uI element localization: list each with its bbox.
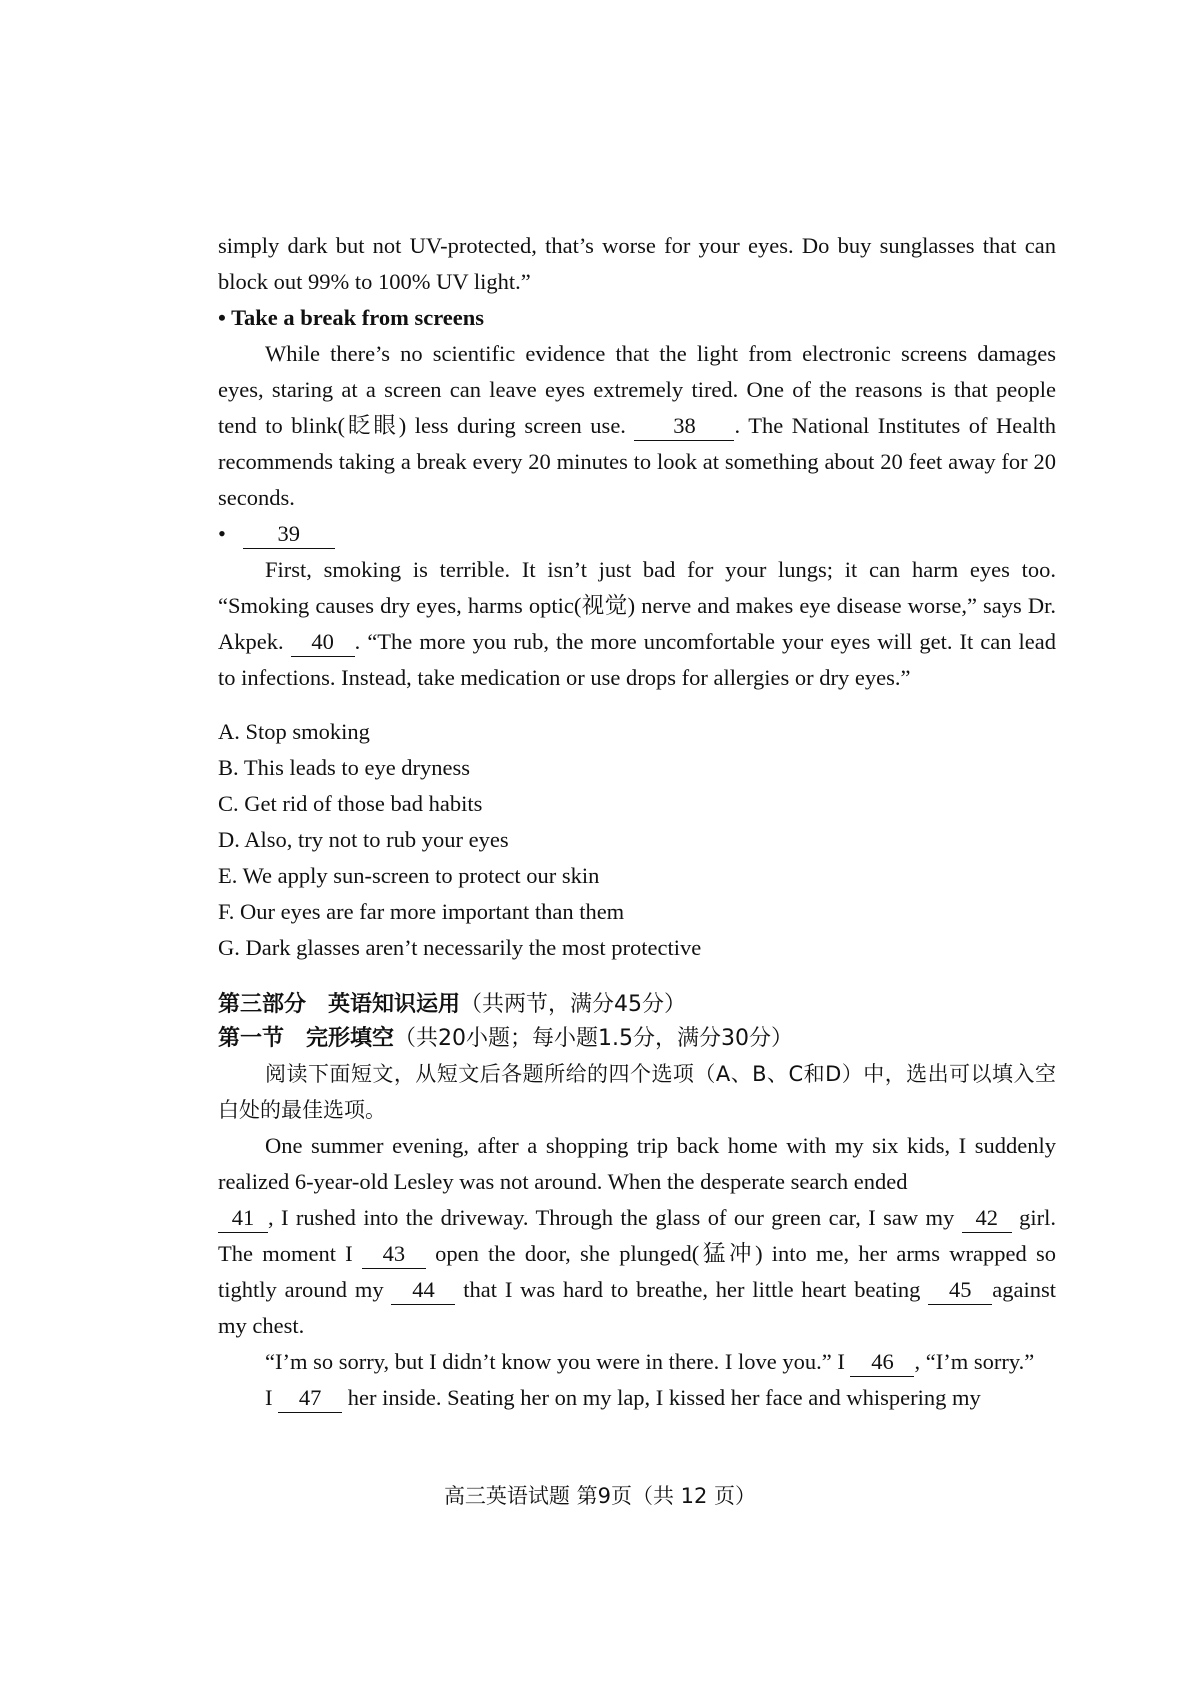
paragraph-text: that I was hard to breathe, her little heart beating <box>455 1277 929 1302</box>
paragraph-text: against my chest. <box>218 1277 1056 1338</box>
bullet-dot: • <box>218 521 226 546</box>
part3-title <box>218 988 1056 1022</box>
option-c: C. Get rid of those bad habits <box>218 791 483 816</box>
option-b: B. This leads to eye dryness <box>218 755 471 780</box>
paragraph-text: “I’m so sorry, but I didn’t know you were in there. I love you.” I <box>265 1349 851 1374</box>
blank-43: 43 <box>362 1240 426 1269</box>
blank-47: 47 <box>278 1384 342 1413</box>
blank-44: 44 <box>391 1276 455 1305</box>
blank-42: 42 <box>962 1204 1012 1233</box>
option-e: E. We apply sun-screen to protect our skin <box>218 863 600 888</box>
cloze-paragraph-2 <box>218 1344 1056 1380</box>
paragraph-text: One summer evening, after a shopping trip back home with my six kids, I suddenly realized 6-year-old Lesley was not around. When the desperate search ended <box>218 1133 1056 1194</box>
cloze-instructions: 阅读下面短文，从短文后各题所给的四个选项（A、B、C和D）中，选出可以填入空白处的最佳选项。 <box>218 1062 1056 1122</box>
option-f: F. Our eyes are far more important than them <box>218 899 625 924</box>
blank-39: 39 <box>243 520 335 549</box>
cloze-paragraph-1 <box>218 1128 1056 1344</box>
paragraph-text: First, smoking is terrible. It isn’t just bad for your lungs; it can harm eyes too. “Smoking causes dry eyes, harms optic(视觉) nerve and makes eye disease worse,” says Dr. Akpek. <box>218 557 1056 654</box>
blank-46: 46 <box>850 1348 914 1377</box>
paragraph-text: girl. The moment I <box>218 1205 1056 1266</box>
paragraph-screens <box>218 336 1056 516</box>
part3-title-sub: （共两节，满分45分） <box>460 992 687 1017</box>
paragraph-text: simply dark but not UV-protected, that’s worse for your eyes. Do buy sunglasses that can block out 99% to 100% UV light.” <box>218 233 1056 294</box>
cloze-paragraph-3 <box>218 1380 1056 1416</box>
paragraph-text: While there’s no scientific evidence that the light from electronic screens damages eyes, staring at a screen can leave eyes extremely tired. One of the reasons is that people tend to blink(眨眼) less during screen use. <box>218 341 1056 438</box>
section1-title <box>218 1022 1056 1056</box>
page-footer: 高三英语试题 第9页（共 12 页） <box>443 1484 757 1508</box>
paragraph-text: I <box>265 1385 279 1410</box>
paragraph-text: open the door, she plunged(猛冲) into me, her arms wrapped so tightly around my <box>218 1241 1056 1302</box>
heading-take-a-break: • Take a break from screens <box>218 305 485 330</box>
blank-38: 38 <box>634 412 734 441</box>
option-a: A. Stop smoking <box>218 719 370 744</box>
section1-title-sub: （共20小题；每小题1.5分，满分30分） <box>394 1026 793 1051</box>
option-g: G. Dark glasses aren’t necessarily the most protective <box>218 935 702 960</box>
paragraph-text: her inside. Seating her on my lap, I kissed her face and whispering my <box>342 1385 981 1410</box>
paragraph-smoking <box>218 552 1056 696</box>
paragraph-text: , I rushed into the driveway. Through the glass of our green car, I saw my <box>268 1205 962 1230</box>
paragraph-text: . “The more you rub, the more uncomfortable your eyes will get. It can lead to infections. Instead, take medication or use drops for allergies or dry eyes.” <box>218 629 1056 690</box>
blank-45: 45 <box>928 1276 992 1305</box>
blank-41: 41 <box>218 1204 268 1233</box>
part3-title-main: 第三部分 英语知识运用 <box>218 992 461 1017</box>
blank-40: 40 <box>291 628 355 657</box>
paragraph-text: . The National Institutes of Health recommends taking a break every 20 minutes to look at something about 20 feet away for 20 seconds. <box>218 413 1056 510</box>
paragraph-text: , “I’m sorry.” <box>914 1349 1035 1374</box>
section1-title-main: 第一节 完形填空 <box>218 1026 395 1051</box>
page-content <box>218 228 1056 1416</box>
options-list <box>218 714 1056 966</box>
option-d: D. Also, try not to rub your eyes <box>218 827 509 852</box>
paragraph-sunglasses <box>218 228 1056 300</box>
bullet-heading-39 <box>218 516 1056 552</box>
